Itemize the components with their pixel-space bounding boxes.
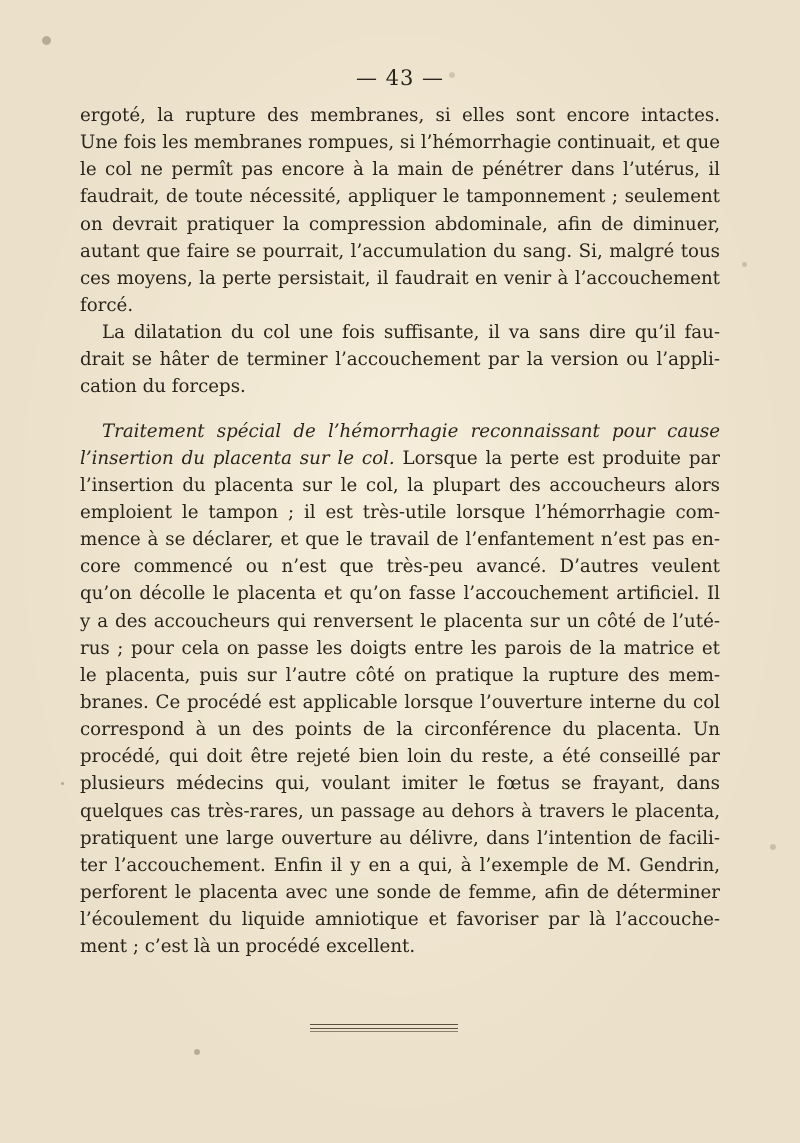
ink-spot (61, 782, 64, 785)
text-line: drait se hâter de terminer l’accouchement par la version ou l’appli- (80, 349, 720, 371)
text-line: correspond à un des points de la circonférence du placenta. Un (80, 719, 720, 741)
text-line: le placenta, puis sur l’autre côté on pratique la rupture des mem- (80, 664, 720, 686)
text-line: rus ; pour cela on passe les doigts entre les parois de la matrice et (80, 637, 720, 659)
text-line: pratiquent une large ouverture au délivre, dans l’intention de facili- (80, 827, 720, 849)
text-line: forcé. (80, 294, 134, 316)
text-line: ces moyens, la perte persistait, il faudrait en venir à l’accouchement (80, 267, 720, 289)
ink-spot (770, 844, 776, 850)
section-heading-italic: l’insertion du placenta sur le col. (80, 447, 395, 469)
text-line: branes. Ce procédé est applicable lorsque l’ouverture interne du col (80, 691, 720, 713)
text-line: Une fois les membranes rompues, si l’hémorrhagie continuait, et que (80, 132, 720, 154)
text-line: on devrait pratiquer la compression abdominale, afin de diminuer, (80, 213, 720, 235)
text-line: y a des accoucheurs qui renversent le placenta sur un côté de l’uté- (80, 610, 720, 632)
text-line: ergoté, la rupture des membranes, si elles sont encore intactes. (80, 105, 720, 126)
text-line: cation du forceps. (80, 376, 246, 398)
text-line: qu’on décolle le placenta et qu’on fasse l’accouchement artificiel. Il (80, 583, 720, 605)
text-line: l’insertion du placenta sur le col, la plupart des accoucheurs alors (80, 474, 720, 496)
text-line: ment ; c’est là un procédé excellent. (80, 936, 416, 958)
section-heading: Traitement spécial de l’hémorrhagie reconnaissant pour cause (102, 420, 720, 442)
section-divider-lower (310, 1031, 458, 1032)
text-line: procédé, qui doit être rejeté bien loin du reste, a été conseillé par (80, 746, 720, 768)
text-line: La dilatation du col une fois suffisante, il va sans dire qu’il fau- (102, 322, 720, 344)
ink-spot (42, 36, 51, 45)
text-line: perforent le placenta avec une sonde de femme, afin de déterminer (80, 881, 720, 903)
text-line: le col ne permît pas encore à la main de pénétrer dans l’utérus, il (80, 159, 720, 181)
ink-spot (742, 262, 747, 267)
page-number: — 43 — (355, 66, 445, 90)
ink-spot (194, 1049, 200, 1055)
body-text (80, 102, 720, 960)
text-line: plusieurs médecins qui, voulant imiter le fœtus se frayant, dans (80, 773, 720, 795)
text-line: ter l’accouchement. Enfin il y en a qui, à l’exemple de M. Gendrin, (80, 854, 720, 876)
text-line: quelques cas très-rares, un passage au dehors à travers le placenta, (80, 800, 720, 822)
section-heading-continued (80, 445, 720, 472)
section-divider (310, 1024, 458, 1029)
text-line: autant que faire se pourrait, l’accumulation du sang. Si, malgré tous (80, 240, 720, 262)
text-line: emploient le tampon ; il est très-utile lorsque l’hémorrhagie com- (80, 501, 720, 523)
section-heading-rest: Lorsque la perte est produite par (394, 447, 720, 469)
text-line: faudrait, de toute nécessité, appliquer le tamponnement ; seulement (80, 186, 720, 208)
text-line: mence à se déclarer, et que le travail de l’enfantement n’est pas en- (80, 529, 720, 551)
text-line: l’écoulement du liquide amniotique et favoriser par là l’accouche- (80, 909, 720, 931)
text-line: core commencé ou n’est que très-peu avancé. D’autres veulent (80, 556, 720, 578)
